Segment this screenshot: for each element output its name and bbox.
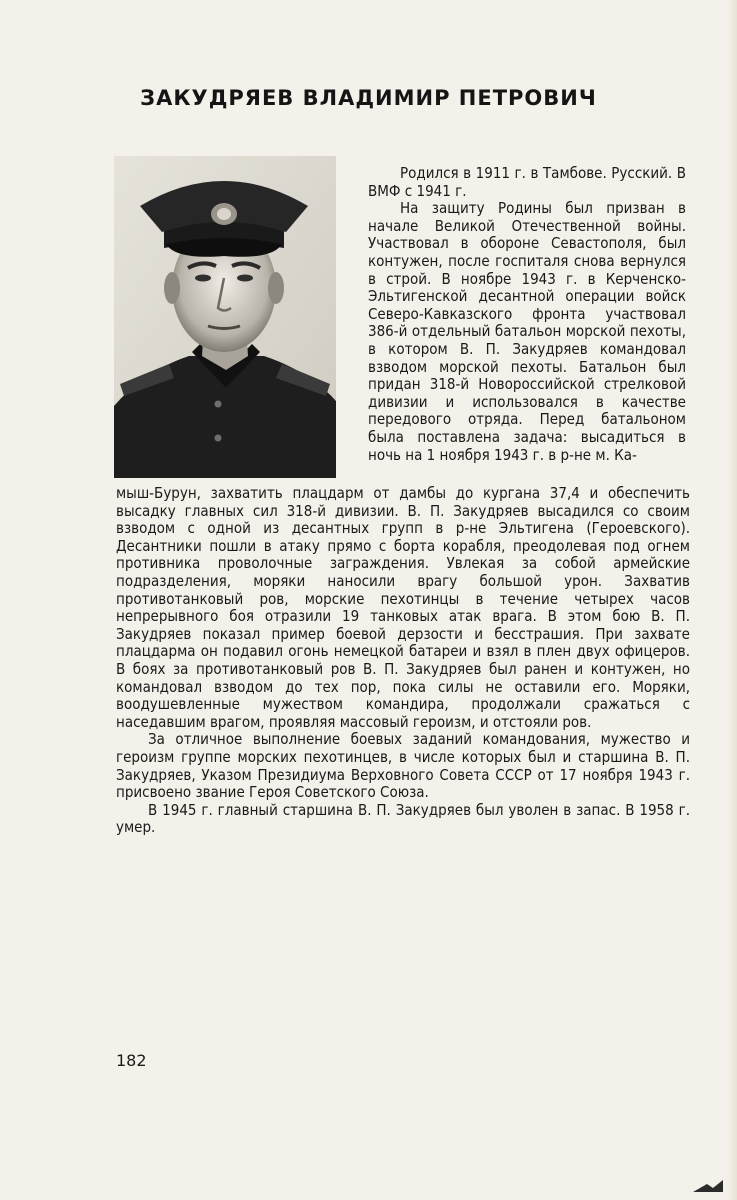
paragraph-service-continued: мыш-Бурун, захватить плацдарм от дамбы до кургана 37,4 и обеспечить высадку главных сил 318-й дивизии. В. П. Закудряев высадился со своим взводом с одной из десантных групп в р-не Эльтигена (Героевского). Десантники пошли в атаку прямо с борта корабля, преодолевая под огнем противника проволочные заграждения. Увлекая за собой армейские подразделения, моряки наносили врагу большой урон. Захватив противотанковый ров, морские пехотинцы в течение четырех часов непрерывного боя отразили 19 танковых атак врага. В этом бою В. П. Закудряев показал пример боевой дерзости и бесстрашия. При захвате плацдарма он подавил огонь немецкой батареи и взял в плен двух офицеров. В боях за противотанковый ров В. П. Закудряев был ранен и контужен, но командовал взводом до тех пор, пока силы не оставили его. Моряки, воодушевленные мужеством командира, продолжали сражаться с наседавшим врагом, проявляя массовый героизм, и отстояли ров.: [116, 484, 690, 731]
full-width-text: [116, 485, 690, 837]
page-title: ЗАКУДРЯЕВ ВЛАДИМИР ПЕТРОВИЧ: [140, 86, 597, 110]
corner-scan-mark: [693, 1178, 723, 1192]
paragraph-award: За отличное выполнение боевых заданий командования, мужество и героизм группе морских пехотинцев, в числе которых был и старшина В. П. Закудряев, Указом Президиума Верховного Совета СССР от 17 ноября 1943 г. присвоено звание Героя Советского Союза.: [116, 730, 690, 802]
portrait-photo: [114, 156, 336, 478]
paragraph-birth: Родился в 1911 г. в Тамбове. Русский. В ВМФ с 1941 г.: [368, 164, 686, 200]
paragraph-service: На защиту Родины был призван в начале Великой Отечественной войны. Участвовал в обороне Севастополя, был контужен, после госпиталя снова вернулся в строй. В ноябре 1943 г. в Керченско-Эльтигенской десантной операции войск Северо-Кавказского фронта участвовал 386-й отдельный батальон морской пехоты, в котором В. П. Закудряев командовал взводом морской пехоты. Батальон был придан 318-й Новороссийской стрелковой дивизии и использовался в качестве передового отряда. Перед батальоном была поставлена задача: высадиться в ночь на 1 ноября 1943 г. в р-не м. Ка-: [368, 199, 686, 464]
page-number: 182: [116, 1051, 147, 1070]
paragraph-discharge: В 1945 г. главный старшина В. П. Закудряев был уволен в запас. В 1958 г. умер.: [116, 800, 690, 837]
page-edge: [727, 0, 737, 1200]
column-text: [368, 165, 686, 464]
